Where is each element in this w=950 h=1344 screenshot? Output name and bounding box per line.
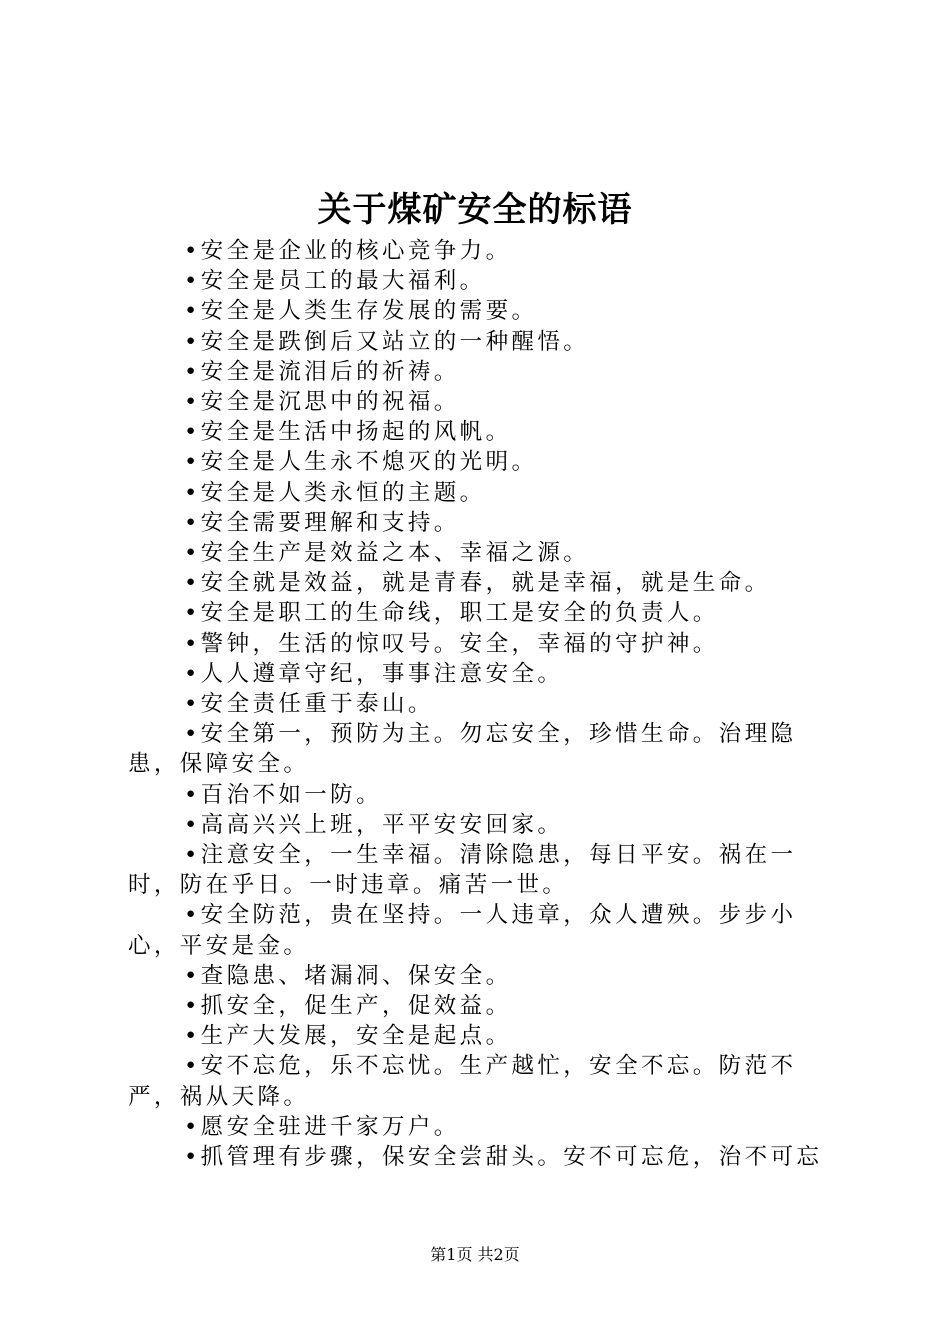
list-item: •生产大发展，安全是起点。 [184,1023,512,1050]
list-item: •高高兴兴上班，平平安安回家。 [184,811,564,838]
list-item: •安全是生活中扬起的风帆。 [184,419,512,446]
list-item: •人人遵章守纪，事事注意安全。 [184,660,564,687]
list-item: •安全是人生永不熄灭的光明。 [184,449,538,476]
list-item: •安全是企业的核心竞争力。 [184,238,512,264]
list-item: •抓安全，促生产，促效益。 [184,993,512,1020]
list-item: •安全生产是效益之本、幸福之源。 [184,540,590,567]
list-item: •安全是人类生存发展的需要。 [184,298,538,325]
list-item: •注意安全，一生幸福。清除隐患，每日平安。祸在一时，防在乎日。一时违章。痛苦一世。 [128,842,797,899]
page-footer: 第1页 共2页 [430,1245,520,1264]
list-item: •安全第一，预防为主。勿忘安全，珍惜生命。治理隐患，保障安全。 [128,721,797,778]
list-item: •安全是跌倒后又站立的一种醒悟。 [184,328,590,355]
list-item: •安全是职工的生命线，职工是安全的负责人。 [184,600,719,627]
list-item: •抓管理有步骤，保安全尝甜头。安不可忘危，治不可忘 [184,1144,823,1171]
list-item: •百治不如一防。 [184,781,382,808]
list-item: •安全需要理解和支持。 [184,509,460,536]
list-item: •安全是员工的最大福利。 [184,268,486,295]
list-item: •警钟，生活的惊叹号。安全，幸福的守护神。 [184,630,719,657]
list-item: •安全是人类永恒的主题。 [184,479,486,506]
list-item: •安全责任重于泰山。 [184,691,434,718]
list-item: •安全是沉思中的祝福。 [184,389,460,416]
list-item: •愿安全驻进千家万户。 [184,1113,460,1140]
list-item: •安全就是效益，就是青春，就是幸福，就是生命。 [184,570,771,597]
list-item: •查隐患、堵漏㓊、保安全。 [184,962,512,989]
list-item: •安全是流泪后的祈祷。 [184,358,460,385]
slogan-list [128,236,848,1172]
page-title: 关于煤矿安全的标语 [317,190,633,230]
list-item: •安全防范，贵在坚持。一人违章，众人遭殃。步步小心，平安是金。 [128,902,797,959]
list-item: •安不忘危，乐不忘忧。生产越忙，安全不忘。防范不严，祸从天降。 [128,1053,797,1110]
